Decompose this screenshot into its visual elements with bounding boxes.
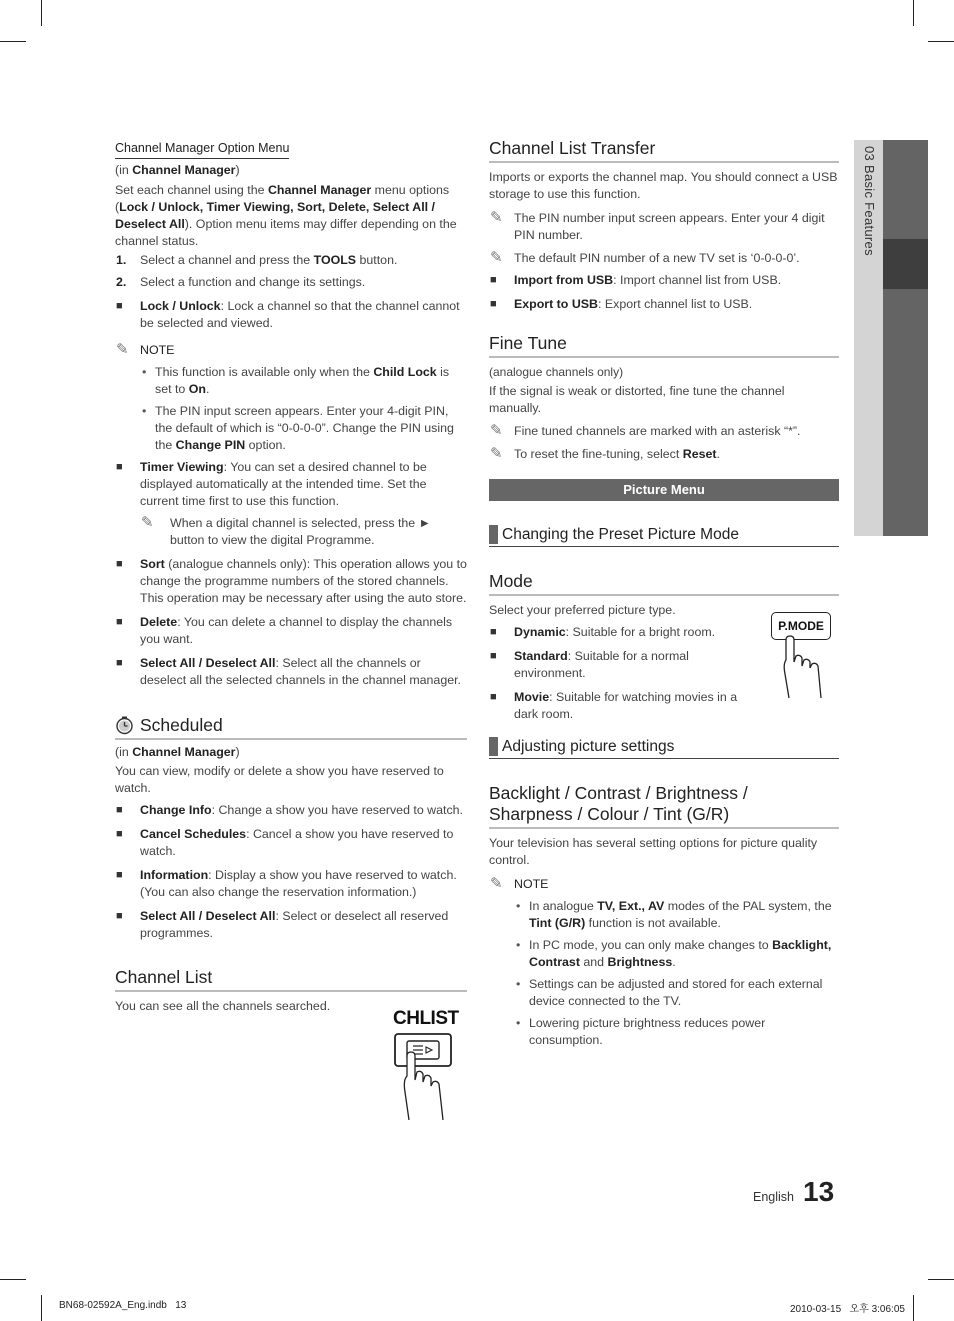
list-item-information: ■ Information: Display a show you have reserved to watch. (You can also change the reservation information.): [116, 868, 457, 899]
list-item-sort: ■ Sort (analogue channels only): This operation allows you to change the programme numbers of the stored channels. This operation may be necessary after using the auto store.: [116, 557, 467, 605]
side-tab-label: 03 Basic Features: [862, 146, 877, 256]
scheduled-heading: Scheduled: [115, 715, 467, 740]
backlight-heading: Backlight / Contrast / Brightness / Sharpness / Colour / Tint (G/R): [489, 783, 839, 829]
list-item-export-usb: ■ Export to USB: Export channel list to USB.: [490, 297, 753, 311]
list-item-timer-viewing: ■ Timer Viewing: You can set a desired channel to be displayed automatically at the intended time. Set the current time first to use this function.: [116, 460, 427, 508]
note-bullet-pal: • In analogue TV, Ext., AV modes of the PAL system, the Tint (G/R) function is not available.: [516, 899, 832, 930]
fine-tune-note-2: ✎ To reset the fine-tuning, select Reset.: [490, 445, 720, 462]
fine-tune-note-1: ✎ Fine tuned channels are marked with an asterisk “*”.: [490, 422, 801, 439]
side-tab-dark: [883, 140, 928, 536]
transfer-note-1: ✎ The PIN number input screen appears. Enter your 4 digit PIN number.: [490, 209, 825, 242]
note-bullet-settings: • Settings can be adjusted and stored for each external device connected to the TV.: [516, 977, 823, 1008]
pencil-note-icon: ✎: [141, 514, 154, 531]
pencil-note-icon: ✎: [490, 209, 503, 226]
option-menu-context: (in Channel Manager): [115, 163, 240, 177]
mode-description: Select your preferred picture type.: [489, 603, 676, 617]
list-item-change-info: ■ Change Info: Change a show you have reserved to watch.: [116, 803, 463, 817]
adjusting-picture-subheading: Adjusting picture settings: [489, 737, 839, 759]
right-column: [489, 138, 839, 1049]
note-bullet-pin: • The PIN input screen appears. Enter your 4-digit PIN, the default of which is “0-0-0-0”. Change the PIN using the Change PIN option.: [142, 404, 454, 452]
chlist-remote-illustration: [393, 1010, 463, 1120]
pencil-note-icon: ✎: [490, 422, 503, 439]
fine-tune-context: (analogue channels only): [489, 365, 624, 379]
list-item-standard: ■ Standard: Suitable for a normal environment.: [490, 649, 689, 680]
pmode-button: P.MODE: [771, 612, 831, 640]
preset-picture-mode-subheading: Changing the Preset Picture Mode: [489, 525, 839, 547]
backlight-description: Your television has several setting options for picture quality control.: [489, 836, 818, 867]
hand-pressing-button-icon: [393, 1032, 463, 1122]
pmode-remote-illustration: [771, 612, 837, 702]
side-tab-marker: [883, 239, 928, 289]
list-item-import-usb: ■ Import from USB: Import channel list from USB.: [490, 273, 782, 287]
option-menu-description: Set each channel using the Channel Manager menu options (Lock / Unlock, Timer Viewing, Sort, Delete, Select All / Deselect All). Option menu items may differ depending on the channel status.: [115, 183, 457, 248]
pencil-note-icon: ✎: [116, 341, 129, 358]
footer-file-name: BN68-02592A_Eng.indb 13: [59, 1300, 187, 1311]
footer-timestamp: 2010-03-15 오후 3:06:05: [790, 1304, 905, 1315]
clock-icon: [115, 716, 134, 735]
fine-tune-description: If the signal is weak or distorted, fine tune the channel manually.: [489, 384, 785, 415]
list-item-dynamic: ■ Dynamic: Suitable for a bright room.: [490, 625, 716, 639]
left-column: [115, 138, 467, 1118]
step-1: 1. Select a channel and press the TOOLS button.: [116, 253, 398, 267]
note-bullet-brightness: • Lowering picture brightness reduces power consumption.: [516, 1016, 766, 1047]
picture-menu-bar: Picture Menu: [489, 479, 839, 501]
channel-list-heading: Channel List: [115, 967, 467, 992]
mode-heading: Mode: [489, 571, 839, 596]
scheduled-context: (in Channel Manager): [115, 745, 240, 759]
transfer-note-2: ✎ The default PIN number of a new TV set is ‘0-0-0-0’.: [490, 249, 800, 266]
fine-tune-heading: Fine Tune: [489, 333, 839, 358]
backlight-note-header: ✎ NOTE: [490, 875, 549, 892]
page-number: 13: [803, 1176, 835, 1207]
list-item-select-all: ■ Select All / Deselect All: Select all the channels or deselect all the selected channels in the channel manager.: [116, 656, 461, 687]
hand-pressing-button-icon: [771, 634, 837, 700]
list-item-movie: ■ Movie: Suitable for watching movies in a dark room.: [490, 690, 738, 721]
note-header: ✎ NOTE: [116, 341, 175, 358]
scheduled-description: You can view, modify or delete a show you have reserved to watch.: [115, 764, 444, 795]
note-bullet-child-lock: • This function is available only when the Child Lock is set to On.: [142, 365, 450, 396]
list-item-lock-unlock: ■ Lock / Unlock: Lock a channel so that the channel cannot be selected and viewed.: [116, 299, 460, 330]
channel-list-description: You can see all the channels searched.: [115, 999, 331, 1013]
transfer-description: Imports or exports the channel map. You should connect a USB storage to use this function.: [489, 170, 838, 201]
option-menu-title: Channel Manager Option Menu: [115, 140, 289, 159]
pencil-note-icon: ✎: [490, 445, 503, 462]
channel-list-transfer-heading: Channel List Transfer: [489, 138, 839, 163]
list-item-select-all-reserved: ■ Select All / Deselect All: Select or deselect all reserved programmes.: [116, 909, 449, 940]
timer-note: ✎ When a digital channel is selected, press the ► button to view the digital Programme.: [141, 514, 431, 547]
note-bullet-pc-mode: • In PC mode, you can only make changes to Backlight, Contrast and Brightness.: [516, 938, 832, 969]
step-2: 2. Select a function and change its settings.: [116, 275, 366, 289]
pencil-note-icon: ✎: [490, 875, 503, 892]
list-item-delete: ■ Delete: You can delete a channel to display the channels you want.: [116, 615, 453, 646]
footer-language: English: [753, 1190, 794, 1204]
pencil-note-icon: ✎: [490, 249, 503, 266]
list-item-cancel-schedules: ■ Cancel Schedules: Cancel a show you have reserved to watch.: [116, 827, 454, 858]
chlist-label: CHLIST: [393, 1008, 459, 1029]
